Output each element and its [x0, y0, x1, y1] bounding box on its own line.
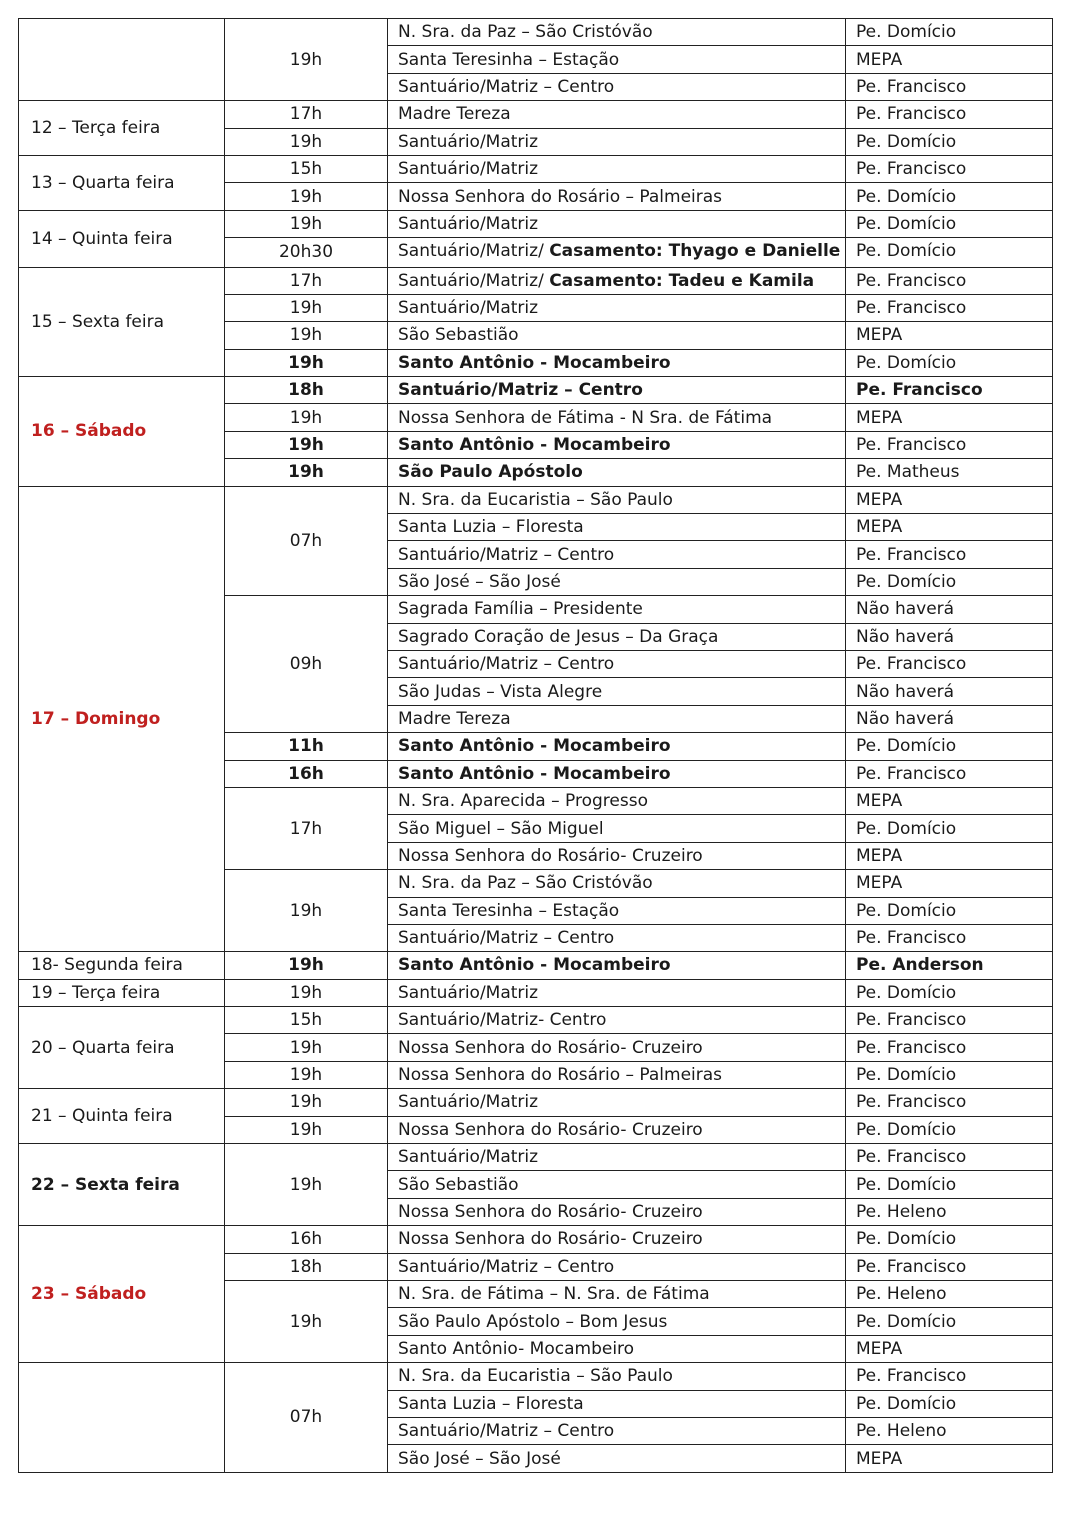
location-cell: Santuário/Matriz [388, 1089, 846, 1116]
location-cell: Nossa Senhora do Rosário- Cruzeiro [388, 1034, 846, 1061]
celebrant-cell: MEPA [846, 46, 1053, 73]
wedding-note: Casamento: Thyago e Danielle [549, 241, 841, 262]
location-cell: Santuário/Matriz [388, 128, 846, 155]
time-cell: 19h [225, 1034, 388, 1061]
location-cell: Nossa Senhora do Rosário – Palmeiras [388, 1061, 846, 1088]
table-row [19, 155, 1053, 182]
celebrant-cell: Pe. Francisco [846, 267, 1053, 294]
location-cell: Santo Antônio - Mocambeiro [388, 952, 846, 979]
location-cell: Santo Antônio- Mocambeiro [388, 1335, 846, 1362]
time-cell: 17h [225, 101, 388, 128]
celebrant-cell: Pe. Francisco [846, 1253, 1053, 1280]
location-cell: São Sebastião [388, 1171, 846, 1198]
time-cell: 11h [225, 733, 388, 760]
location-cell: Sagrado Coração de Jesus – Da Graça [388, 623, 846, 650]
time-cell: 16h [225, 760, 388, 787]
celebrant-cell: Não haverá [846, 678, 1053, 705]
time-cell: 15h [225, 155, 388, 182]
day-label: 19 – Terça feira [19, 979, 225, 1006]
time-cell: 07h [225, 486, 388, 596]
location-cell: São Miguel – São Miguel [388, 815, 846, 842]
location-cell: São Paulo Apóstolo – Bom Jesus [388, 1308, 846, 1335]
location-cell: N. Sra. da Paz – São Cristóvão [388, 870, 846, 897]
time-cell: 19h [225, 183, 388, 210]
time-cell: 19h [225, 459, 388, 486]
table-row [19, 377, 1053, 404]
day-label: 21 – Quinta feira [19, 1089, 225, 1144]
time-cell: 19h [225, 128, 388, 155]
celebrant-cell: Pe. Francisco [846, 1007, 1053, 1034]
celebrant-cell: Pe. Francisco [846, 431, 1053, 458]
schedule-body [19, 19, 1053, 1473]
day-label: 18- Segunda feira [19, 952, 225, 979]
celebrant-cell: Pe. Domício [846, 1308, 1053, 1335]
time-cell: 19h [225, 349, 388, 376]
celebrant-cell: Pe. Francisco [846, 650, 1053, 677]
celebrant-cell: Pe. Francisco [846, 1144, 1053, 1171]
location-cell: N. Sra. da Paz – São Cristóvão [388, 19, 846, 46]
wedding-note: Casamento: Tadeu e Kamila [549, 270, 815, 291]
celebrant-cell: Pe. Domício [846, 183, 1053, 210]
location-cell: N. Sra. de Fátima – N. Sra. de Fátima [388, 1280, 846, 1307]
celebrant-cell: Pe. Francisco [846, 101, 1053, 128]
location-text: Santuário/Matriz/ [398, 270, 550, 291]
mass-schedule-table [18, 18, 1053, 1473]
day-label [19, 1363, 225, 1473]
celebrant-cell: Pe. Francisco [846, 294, 1053, 321]
time-cell: 15h [225, 1007, 388, 1034]
location-cell: Santuário/Matriz – Centro [388, 377, 846, 404]
celebrant-cell: Pe. Francisco [846, 1363, 1053, 1390]
location-cell: Nossa Senhora do Rosário- Cruzeiro [388, 1116, 846, 1143]
time-cell: 19h [225, 1280, 388, 1362]
celebrant-cell: MEPA [846, 842, 1053, 869]
celebrant-cell: Pe. Domício [846, 19, 1053, 46]
location-cell: N. Sra. Aparecida – Progresso [388, 787, 846, 814]
time-cell: 07h [225, 1363, 388, 1473]
celebrant-cell: Pe. Domício [846, 1226, 1053, 1253]
location-cell: São Sebastião [388, 322, 846, 349]
location-cell: São Judas – Vista Alegre [388, 678, 846, 705]
location-cell: Madre Tereza [388, 101, 846, 128]
celebrant-cell: Pe. Domício [846, 897, 1053, 924]
celebrant-cell: Pe. Domício [846, 979, 1053, 1006]
location-cell: Santo Antônio - Mocambeiro [388, 733, 846, 760]
location-cell: Nossa Senhora do Rosário- Cruzeiro [388, 1198, 846, 1225]
celebrant-cell: Pe. Matheus [846, 459, 1053, 486]
location-cell: Santo Antônio - Mocambeiro [388, 349, 846, 376]
time-cell: 19h [225, 431, 388, 458]
time-cell: 20h30 [225, 238, 388, 267]
time-cell: 19h [225, 294, 388, 321]
location-cell: Santo Antônio - Mocambeiro [388, 431, 846, 458]
celebrant-cell: Pe. Francisco [846, 1089, 1053, 1116]
location-cell: Santa Luzia – Floresta [388, 514, 846, 541]
celebrant-cell: Pe. Domício [846, 1061, 1053, 1088]
location-cell: Nossa Senhora de Fátima - N Sra. de Fátima [388, 404, 846, 431]
location-cell: Santuário/Matriz [388, 155, 846, 182]
celebrant-cell: Não haverá [846, 705, 1053, 732]
day-label: 13 – Quarta feira [19, 155, 225, 210]
celebrant-cell: MEPA [846, 404, 1053, 431]
location-cell: Santuário/Matriz [388, 294, 846, 321]
time-cell: 19h [225, 210, 388, 237]
day-label: 23 – Sábado [19, 1226, 225, 1363]
day-label [19, 19, 225, 101]
celebrant-cell: MEPA [846, 514, 1053, 541]
location-cell: Santuário/Matriz – Centro [388, 541, 846, 568]
celebrant-cell: Pe. Domício [846, 1171, 1053, 1198]
celebrant-cell: MEPA [846, 1445, 1053, 1472]
time-cell: 19h [225, 870, 388, 952]
location-cell: Santa Teresinha – Estação [388, 46, 846, 73]
table-row [19, 267, 1053, 294]
celebrant-cell: Pe. Domício [846, 1116, 1053, 1143]
day-label: 14 – Quinta feira [19, 210, 225, 267]
location-cell [388, 238, 846, 267]
celebrant-cell: Pe. Anderson [846, 952, 1053, 979]
celebrant-cell: Pe. Domício [846, 1390, 1053, 1417]
time-cell: 19h [225, 404, 388, 431]
table-row [19, 952, 1053, 979]
table-row [19, 1144, 1053, 1171]
location-cell: Nossa Senhora do Rosário – Palmeiras [388, 183, 846, 210]
time-cell: 19h [225, 1116, 388, 1143]
location-cell: Sagrada Família – Presidente [388, 596, 846, 623]
day-label: 17 – Domingo [19, 486, 225, 952]
location-cell: Nossa Senhora do Rosário- Cruzeiro [388, 1226, 846, 1253]
location-cell [388, 267, 846, 294]
location-cell: Santuário/Matriz [388, 1144, 846, 1171]
celebrant-cell: Pe. Francisco [846, 760, 1053, 787]
day-label: 20 – Quarta feira [19, 1007, 225, 1089]
table-row [19, 210, 1053, 237]
time-cell: 19h [225, 1144, 388, 1226]
location-cell: Santuário/Matriz – Centro [388, 1253, 846, 1280]
celebrant-cell: Pe. Domício [846, 210, 1053, 237]
time-cell: 09h [225, 596, 388, 733]
location-cell: Santuário/Matriz – Centro [388, 650, 846, 677]
celebrant-cell: Pe. Heleno [846, 1417, 1053, 1444]
location-cell: Santuário/Matriz [388, 979, 846, 1006]
location-cell: Nossa Senhora do Rosário- Cruzeiro [388, 842, 846, 869]
celebrant-cell: MEPA [846, 1335, 1053, 1362]
celebrant-cell: Pe. Francisco [846, 1034, 1053, 1061]
location-cell: Santuário/Matriz – Centro [388, 924, 846, 951]
time-cell: 19h [225, 1089, 388, 1116]
celebrant-cell: Pe. Francisco [846, 155, 1053, 182]
table-row [19, 1226, 1053, 1253]
location-cell: São José – São José [388, 1445, 846, 1472]
table-row [19, 1089, 1053, 1116]
celebrant-cell: Pe. Domício [846, 733, 1053, 760]
location-cell: N. Sra. da Eucaristia – São Paulo [388, 486, 846, 513]
table-row [19, 979, 1053, 1006]
day-label: 15 – Sexta feira [19, 267, 225, 377]
time-cell: 17h [225, 787, 388, 869]
location-cell: N. Sra. da Eucaristia – São Paulo [388, 1363, 846, 1390]
celebrant-cell: Pe. Francisco [846, 377, 1053, 404]
celebrant-cell: Pe. Domício [846, 128, 1053, 155]
time-cell: 19h [225, 322, 388, 349]
location-cell: Madre Tereza [388, 705, 846, 732]
day-label: 16 – Sábado [19, 377, 225, 487]
location-cell: Santa Teresinha – Estação [388, 897, 846, 924]
time-cell: 19h [225, 1061, 388, 1088]
time-cell: 18h [225, 377, 388, 404]
celebrant-cell: Não haverá [846, 623, 1053, 650]
celebrant-cell: Não haverá [846, 596, 1053, 623]
time-cell: 16h [225, 1226, 388, 1253]
celebrant-cell: Pe. Heleno [846, 1198, 1053, 1225]
celebrant-cell: MEPA [846, 787, 1053, 814]
celebrant-cell: Pe. Domício [846, 238, 1053, 267]
time-cell: 19h [225, 952, 388, 979]
time-cell: 19h [225, 19, 388, 101]
day-label: 12 – Terça feira [19, 101, 225, 156]
celebrant-cell: Pe. Francisco [846, 541, 1053, 568]
location-cell: Santuário/Matriz [388, 210, 846, 237]
time-cell: 18h [225, 1253, 388, 1280]
location-cell: Santuário/Matriz- Centro [388, 1007, 846, 1034]
location-cell: São Paulo Apóstolo [388, 459, 846, 486]
celebrant-cell: Pe. Domício [846, 568, 1053, 595]
celebrant-cell: MEPA [846, 322, 1053, 349]
celebrant-cell: Pe. Domício [846, 815, 1053, 842]
time-cell: 17h [225, 267, 388, 294]
celebrant-cell: Pe. Francisco [846, 73, 1053, 100]
location-cell: Santa Luzia – Floresta [388, 1390, 846, 1417]
celebrant-cell: Pe. Francisco [846, 924, 1053, 951]
time-cell: 19h [225, 979, 388, 1006]
celebrant-cell: Pe. Heleno [846, 1280, 1053, 1307]
location-cell: São José – São José [388, 568, 846, 595]
celebrant-cell: Pe. Domício [846, 349, 1053, 376]
table-row [19, 19, 1053, 46]
location-cell: Santuário/Matriz – Centro [388, 73, 846, 100]
table-row [19, 101, 1053, 128]
celebrant-cell: MEPA [846, 486, 1053, 513]
table-row [19, 486, 1053, 513]
location-text: Santuário/Matriz/ [398, 241, 550, 262]
location-cell: Santo Antônio - Mocambeiro [388, 760, 846, 787]
day-label: 22 – Sexta feira [19, 1144, 225, 1226]
location-cell: Santuário/Matriz – Centro [388, 1417, 846, 1444]
celebrant-cell: MEPA [846, 870, 1053, 897]
table-row [19, 1007, 1053, 1034]
table-row [19, 1363, 1053, 1390]
